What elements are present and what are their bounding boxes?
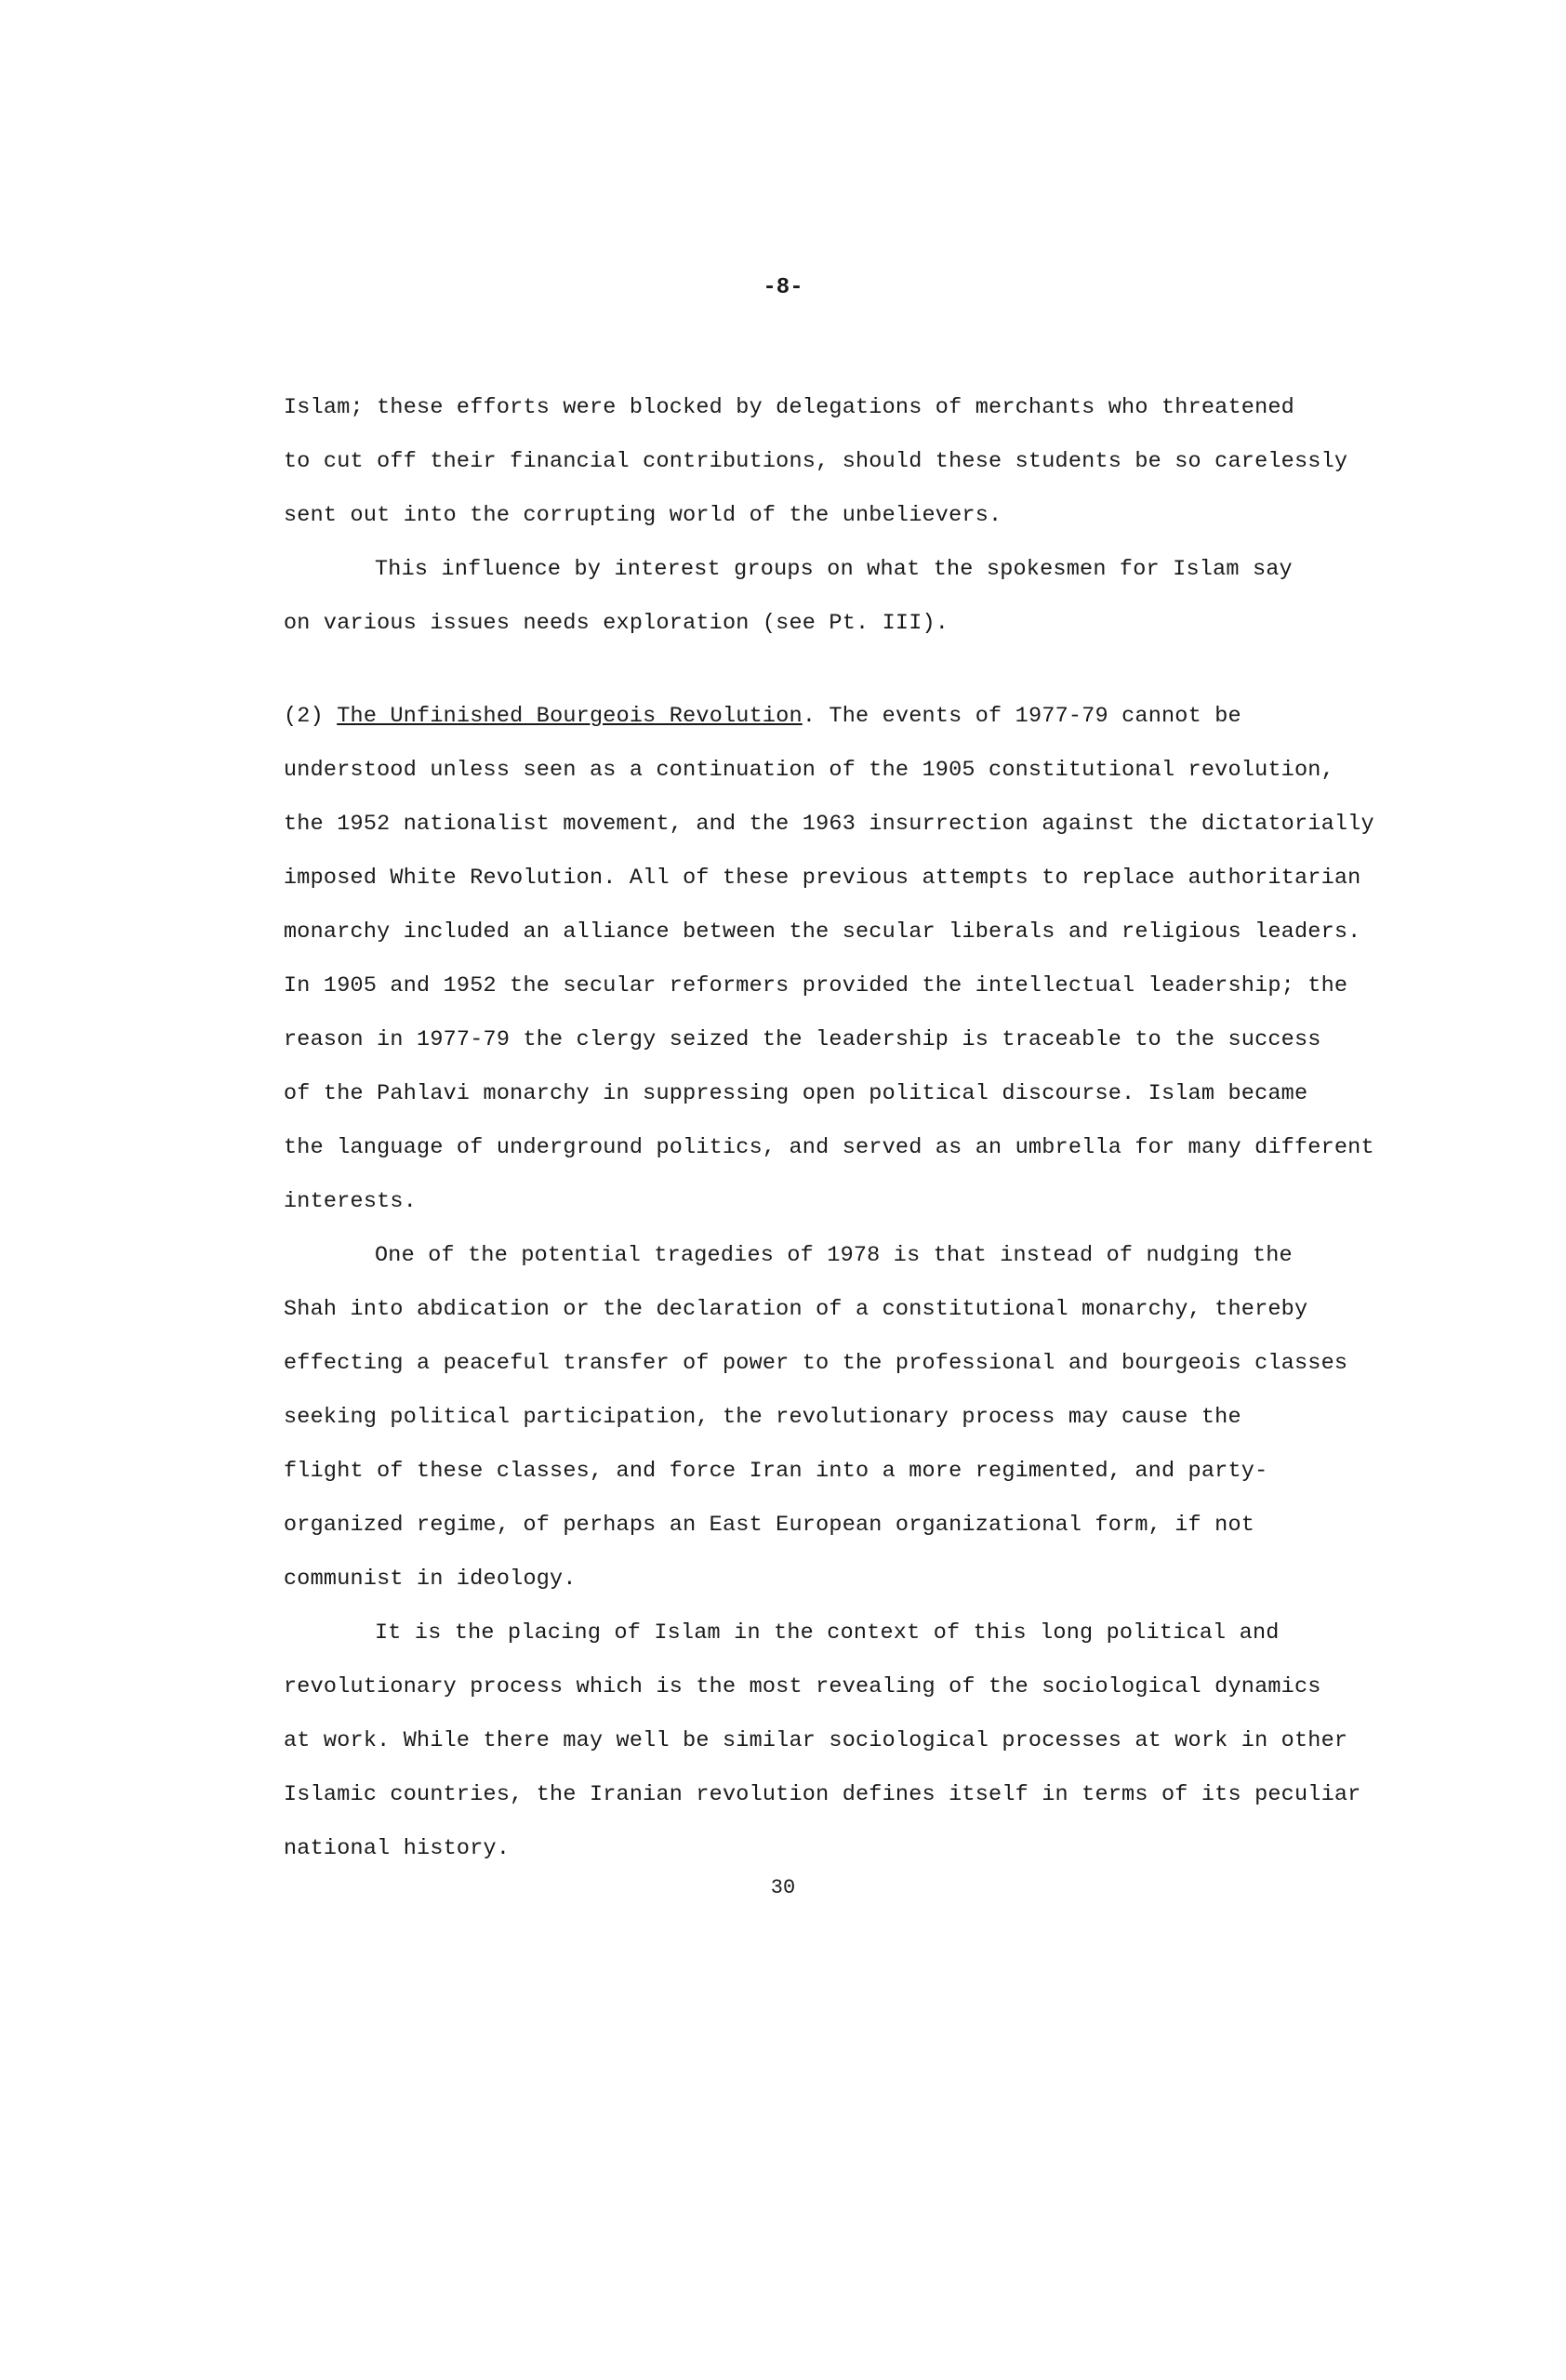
text-line: In 1905 and 1952 the secular reformers provided the intellectual leadership; the <box>284 973 1348 998</box>
text-line: the 1952 nationalist movement, and the 1963 insurrection against the dictatorially <box>284 812 1374 837</box>
section-heading-tail: . The events of 1977-79 cannot be <box>802 704 1241 729</box>
text-line: imposed White Revolution. All of these previous attempts to replace authoritarian <box>284 866 1361 891</box>
section-gap <box>284 651 1381 690</box>
section-number: (2) <box>284 704 324 729</box>
section-heading: The Unfinished Bourgeois Revolution <box>337 704 803 729</box>
paragraph-placing-of-islam <box>284 1606 1381 1876</box>
text-line: organized regime, of perhaps an East European organizational form, if not <box>284 1513 1255 1538</box>
text-line: national history. <box>284 1836 511 1861</box>
text-line: understood unless seen as a continuation of the 1905 constitutional revolution, <box>284 758 1334 783</box>
paragraph-potential-tragedies <box>284 1229 1381 1606</box>
text-line: effecting a peaceful transfer of power to the professional and bourgeois classes <box>284 1351 1348 1376</box>
text-line: the language of underground politics, and served as an umbrella for many different <box>284 1135 1374 1160</box>
text-line: It is the placing of Islam in the context of this long political and <box>375 1620 1280 1646</box>
text-line: at work. While there may well be similar sociological processes at work in other <box>284 1728 1348 1753</box>
text-line: Islamic countries, the Iranian revolution defines itself in terms of its peculiar <box>284 1782 1361 1807</box>
text-line: Islam; these efforts were blocked by delegations of merchants who threatened <box>284 395 1294 420</box>
section-heading-line <box>284 690 1381 744</box>
text-line: Shah into abdication or the declaration of a constitutional monarchy, thereby <box>284 1297 1308 1322</box>
folio-number: 30 <box>770 1876 796 1899</box>
body-text <box>284 381 1381 1876</box>
page-number: -8- <box>763 275 803 300</box>
text-line: reason in 1977-79 the clergy seized the leadership is traceable to the success <box>284 1027 1321 1052</box>
text-line: communist in ideology. <box>284 1567 577 1592</box>
text-line: flight of these classes, and force Iran into a more regimented, and party- <box>284 1459 1268 1484</box>
paragraph-islam-continuation <box>284 381 1381 543</box>
paragraph-unfinished-revolution <box>284 690 1381 1229</box>
paragraph-interest-groups <box>284 543 1381 651</box>
text-line: of the Pahlavi monarchy in suppressing open political discourse. Islam became <box>284 1081 1308 1106</box>
text-line: to cut off their financial contributions, should these students be so carelessly <box>284 449 1348 474</box>
text-line: One of the potential tragedies of 1978 is that instead of nudging the <box>375 1243 1293 1268</box>
text-line: sent out into the corrupting world of the unbelievers. <box>284 503 1002 528</box>
text-line: on various issues needs exploration (see Pt. III). <box>284 611 949 636</box>
text-line: revolutionary process which is the most revealing of the sociological dynamics <box>284 1674 1321 1699</box>
text-line: monarchy included an alliance between the secular liberals and religious leaders. <box>284 919 1361 945</box>
text-line: seeking political participation, the revolutionary process may cause the <box>284 1405 1241 1430</box>
text-line: interests. <box>284 1189 418 1214</box>
text-line: This influence by interest groups on what the spokesmen for Islam say <box>375 557 1293 582</box>
